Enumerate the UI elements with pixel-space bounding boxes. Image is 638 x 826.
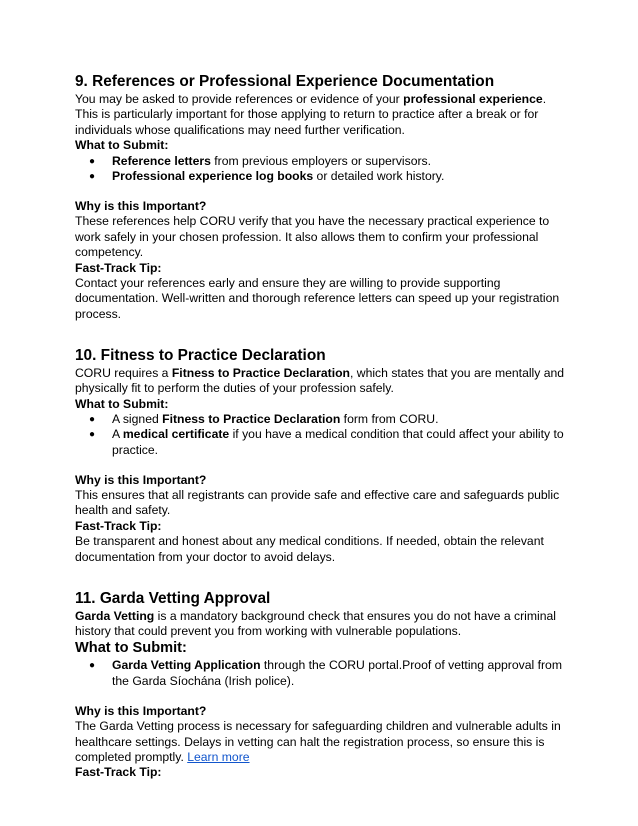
what-to-submit-label: What to Submit: xyxy=(75,396,169,411)
section-intro: CORU requires a Fitness to Practice Declaration, which states that you are mentally and physically fit to perform the duties of your profession safely. xyxy=(75,365,565,396)
why-important-text: These references help CORU verify that you have the necessary practical experience to work safely in your chosen profession. It also allows them to confirm your professional competency. xyxy=(75,214,550,260)
submit-list xyxy=(75,658,565,689)
bullet-icon: ● xyxy=(89,413,96,425)
why-important-text: The Garda Vetting process is necessary for safeguarding children and vulnerable adults in healthcare settings. Delays in vetting can halt the registration process, so ensure this is completed promptly. Learn more xyxy=(75,719,561,764)
what-to-submit-label: What to Submit: xyxy=(75,640,187,657)
list-item: ● A signed Fitness to Practice Declaration form from CORU. xyxy=(89,411,439,426)
bullet-icon: ● xyxy=(89,171,96,183)
section-title: 9. References or Professional Experience Documentation xyxy=(75,73,495,90)
section-fitness xyxy=(75,346,565,565)
bullet-icon: ● xyxy=(89,660,96,672)
submit-list xyxy=(75,412,565,458)
bullet-icon: ● xyxy=(89,155,96,167)
fast-track-label: Fast-Track Tip: xyxy=(75,765,162,780)
learn-more-link[interactable]: Learn more xyxy=(187,749,250,764)
fast-track-text: Be transparent and honest about any medical conditions. If needed, obtain the relevant documentation from your doctor to avoid delays. xyxy=(75,534,544,564)
list-item: ● Professional experience log books or detailed work history. xyxy=(89,169,445,184)
list-item: ● Reference letters from previous employers or supervisors. xyxy=(89,153,432,168)
submit-list xyxy=(75,154,565,185)
section-intro: You may be asked to provide references or evidence of your professional experience. This is particularly important for those applying to return to practice after a break or for individuals whose qualifications may need further verification. xyxy=(75,92,547,137)
bullet-icon: ● xyxy=(89,429,96,441)
list-item: ● A medical certificate if you have a medical condition that could affect your ability to practice. xyxy=(89,427,564,457)
section-intro: Garda Vetting is a mandatory background check that ensures you do not have a criminal history that could prevent you from working with vulnerable populations. xyxy=(75,608,556,638)
fast-track-label: Fast-Track Tip: xyxy=(75,518,162,533)
what-to-submit-label: What to Submit: xyxy=(75,138,169,153)
section-title: 10. Fitness to Practice Declaration xyxy=(75,346,326,364)
fast-track-label: Fast-Track Tip: xyxy=(75,260,162,275)
why-important-label: Why is this Important? xyxy=(75,198,207,213)
why-important-text: This ensures that all registrants can provide safe and effective care and safeguards public health and safety. xyxy=(75,488,560,518)
list-item: ● Garda Vetting Application through the CORU portal.Proof of vetting approval from the Garda Síochána (Irish police). xyxy=(89,658,562,688)
section-title: 11. Garda Vetting Approval xyxy=(75,589,271,607)
section-references xyxy=(75,72,565,322)
document-page xyxy=(75,72,565,781)
section-garda-vetting xyxy=(75,589,565,781)
why-important-label: Why is this Important? xyxy=(75,472,207,487)
why-important-label: Why is this Important? xyxy=(75,703,207,718)
fast-track-text: Contact your references early and ensure they are willing to provide supporting documentation. Well-written and thorough reference letters can speed up your registration process. xyxy=(75,275,560,321)
